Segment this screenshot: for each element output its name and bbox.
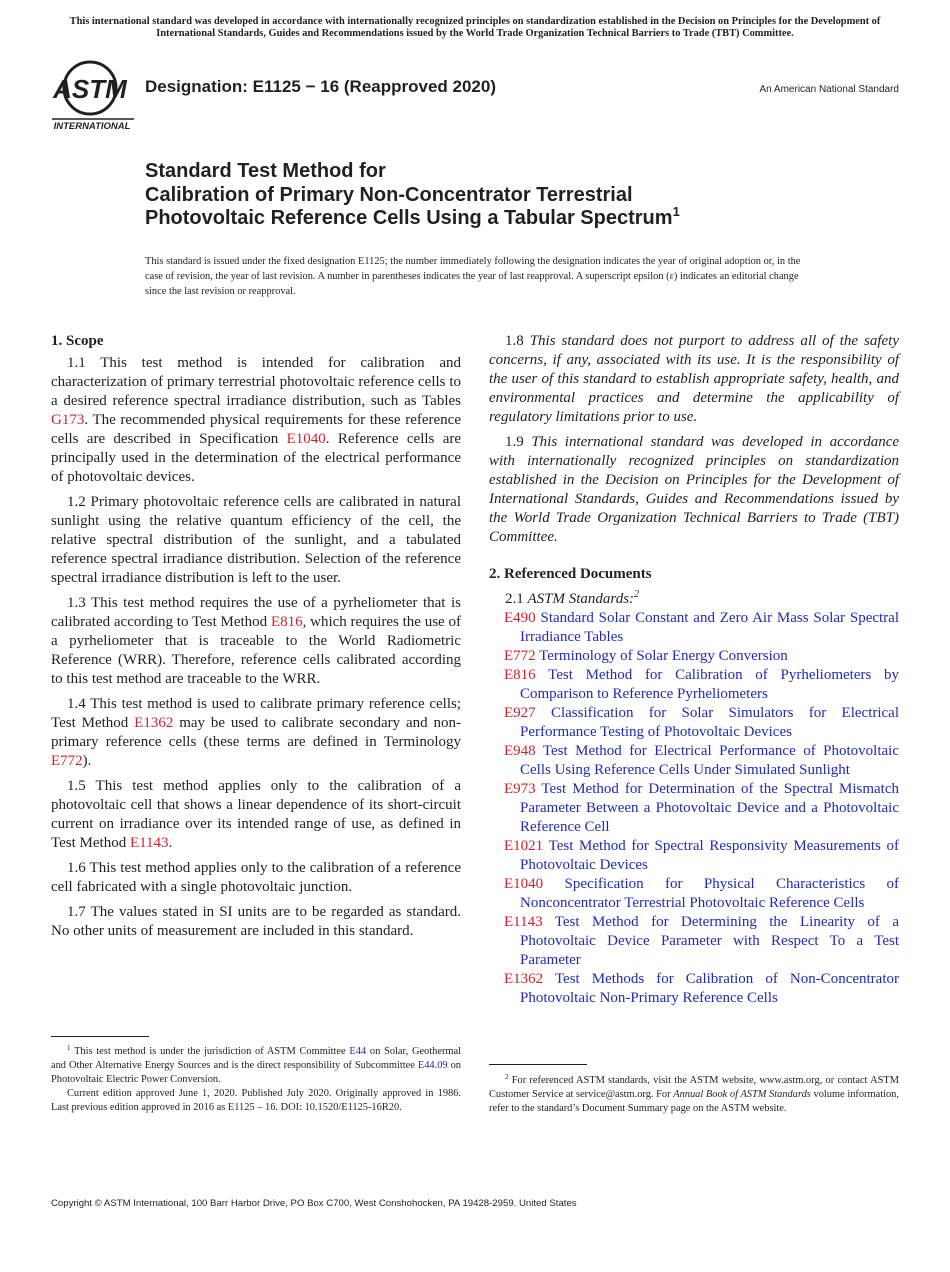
ref-link-e816[interactable]: E816 <box>270 614 303 630</box>
reference-item[interactable]: E927 Classification for Solar Simulators for Electrical Performance Testing of Photovoltaic Devices <box>504 705 900 740</box>
svg-text:INTERNATIONAL: INTERNATIONAL <box>53 121 131 132</box>
para-1-9: 1.9 This international standard was developed in accordance with internationally recognized principles on standardization established in the Decision on Principles for the Development of International Standards, Guides and Recommendations issued by the World Trade Organization Technical Barriers to Trade (TBT) Committee. <box>489 434 900 545</box>
ref-link-e772[interactable]: E772 <box>51 753 83 769</box>
ref-link-e1362[interactable]: E1362 <box>134 715 174 731</box>
para-1-1: 1.1 This test method is intended for calibration and characterization of primary terrestrial photovoltaic reference cells to a desired reference spectral irradiance distribution, such as Tables G173. The recommended physical requirements for these reference cells are described in Specification E1040. Reference cells are principally used in the determination of the electrical performance of photovoltaic devices. <box>51 355 461 485</box>
para-1-2: 1.2 Primary photovoltaic reference cells are calibrated in natural sunlight using the relative quantum efficiency of the cell, the relative spectral distribution of the sunlight, and a tabulated reference spectral irradiance distribution. Selection of the reference spectral irradiance distribution is left to the user. <box>51 494 461 586</box>
para-1-5: 1.5 This test method applies only to the calibration of a photovoltaic cell that shows a linear dependence of its short-circuit current on irradiance over its intended range of use, as defined in Test Method E1143. <box>51 778 461 851</box>
reference-item[interactable]: E1021 Test Method for Spectral Responsivity Measurements of Photovoltaic Devices <box>504 838 899 873</box>
astm-logo <box>52 58 136 134</box>
title-line-1: Standard Test Method for <box>145 160 386 182</box>
title-footnote-marker: 1 <box>672 204 680 219</box>
reference-item[interactable]: E1143 Test Method for Determining the Linearity of a Photovoltaic Device Parameter with Respect To a Test Parameter <box>504 914 899 968</box>
ref-link-e1040[interactable]: E1040 <box>286 431 326 447</box>
reference-item[interactable]: E1040 Specification for Physical Characteristics of Nonconcentrator Terrestrial Photovoltaic Reference Cells <box>504 876 900 911</box>
designation: Designation: E1125 − 16 (Reapproved 2020) <box>145 77 497 96</box>
committee-link-e44[interactable]: E44 <box>349 1046 367 1057</box>
footnote-divider-left <box>51 1036 149 1037</box>
subcommittee-link-e44-09[interactable]: E44.09 <box>417 1060 448 1071</box>
referenced-documents-heading: 2. Referenced Documents <box>489 566 652 582</box>
copyright: Copyright © ASTM International, 100 Barr Harbor Drive, PO Box C700, West Conshohocken, PA 19428-2959. United States <box>51 1198 577 1209</box>
astm-standards-subheading: 2.1 ASTM Standards:$^2$ <box>505 589 640 607</box>
footnote-1-text: $^1$ This test method is under the jurisdiction of ASTM Committee E44 on Solar, Geothermal and Other Alternative Energy Sources and is the direct responsibility of Subcommittee E44.09 on Photovoltaic Electric Power Conversion. <box>51 1044 461 1085</box>
reference-item[interactable]: E948 Test Method for Electrical Performance of Photovoltaic Cells Using Reference Cells Under Simulated Sunlight <box>504 743 899 778</box>
reference-item[interactable]: E772 Terminology of Solar Energy Conversion <box>504 648 788 664</box>
footnote-2 <box>489 1074 899 1116</box>
right-column <box>489 332 899 1008</box>
document-title <box>145 160 680 231</box>
reference-item[interactable]: E816 Test Method for Calibration of Pyrheliometers by Comparison to Reference Pyrheliometers <box>504 667 899 702</box>
national-standard-label: An American National Standard <box>759 84 899 95</box>
footnote-divider-right <box>489 1064 587 1065</box>
reference-item[interactable]: E973 Test Method for Determination of the Spectral Mismatch Parameter Between a Photovoltaic Device and a Photovoltaic Reference Cell <box>504 781 900 835</box>
para-1-6: 1.6 This test method applies only to the calibration of a reference cell fabricated with a single photovoltaic junction. <box>51 860 461 895</box>
footnote-1-edition: Current edition approved June 1, 2020. Published July 2020. Originally approved in 1986. Last previous edition approved in 2016 as E1125 – 16. DOI: 10.1520/E1125-16R20. <box>51 1088 461 1113</box>
para-1-7: 1.7 The values stated in SI units are to be regarded as standard. No other units of measurement are included in this standard. <box>51 904 461 939</box>
svg-text:ASTM: ASTM <box>53 74 127 104</box>
footnote-2-text: $^2$ For referenced ASTM standards, visit the ASTM website, www.astm.org, or contact ASTM Customer Service at service@astm.org. For Annual Book of ASTM Standards volume information, refer to the standard’s Document Summary page on the ASTM website. <box>489 1073 899 1114</box>
reference-item[interactable]: E490 Standard Solar Constant and Zero Air Mass Solar Spectral Irradiance Tables <box>504 610 900 645</box>
referenced-documents-list <box>489 609 899 1008</box>
para-1-4: 1.4 This test method is used to calibrate primary reference cells; Test Method E1362 may be used to calibrate secondary and non-primary reference cells (these terms are defined in Terminology E772). <box>51 696 461 769</box>
reference-item[interactable]: E1362 Test Methods for Calibration of Non-Concentrator Photovoltaic Non-Primary Reference Cells <box>504 971 899 1006</box>
ref-link-g173[interactable]: G173 <box>51 412 85 428</box>
top-note: This international standard was developed in accordance with internationally recognized principles on standardization established in the Decision on Principles for the Development of International Standards, Guides and Recommendations issued by the World Trade Organization Technical Barriers to Trade (TBT) Committee. <box>69 16 881 40</box>
scope-heading: 1. Scope <box>51 333 104 349</box>
title-line-3: Photovoltaic Reference Cells Using a Tabular Spectrum$^1$ <box>145 204 680 229</box>
issuance-note: This standard is issued under the fixed designation E1125; the number immediately following the designation indicates the year of original adoption or, in the case of revision, the year of last revision. A number in parentheses indicates the year of last reapproval. A superscript epsilon (ε) indicates an editorial change since the last revision or reapproval. <box>145 256 801 297</box>
para-1-8: 1.8 This standard does not purport to address all of the safety concerns, if any, associated with its use. It is the responsibility of the user of this standard to establish appropriate safety, health, and environmental practices and determine the applicability of regulatory limitations prior to use. <box>489 333 900 425</box>
para-1-3: 1.3 This test method requires the use of a pyrheliometer that is calibrated according to Test Method E816, which requires the use of a pyrheliometer that is traceable to the World Radiometric Reference (WRR). Therefore, reference cells calibrated according to this test method are traceable to the WRR. <box>51 595 461 687</box>
left-column <box>51 332 461 947</box>
ref-link-e1143[interactable]: E1143 <box>129 835 169 851</box>
footnote-1 <box>51 1045 461 1115</box>
title-line-2: Calibration of Primary Non-Concentrator Terrestrial <box>145 183 633 206</box>
